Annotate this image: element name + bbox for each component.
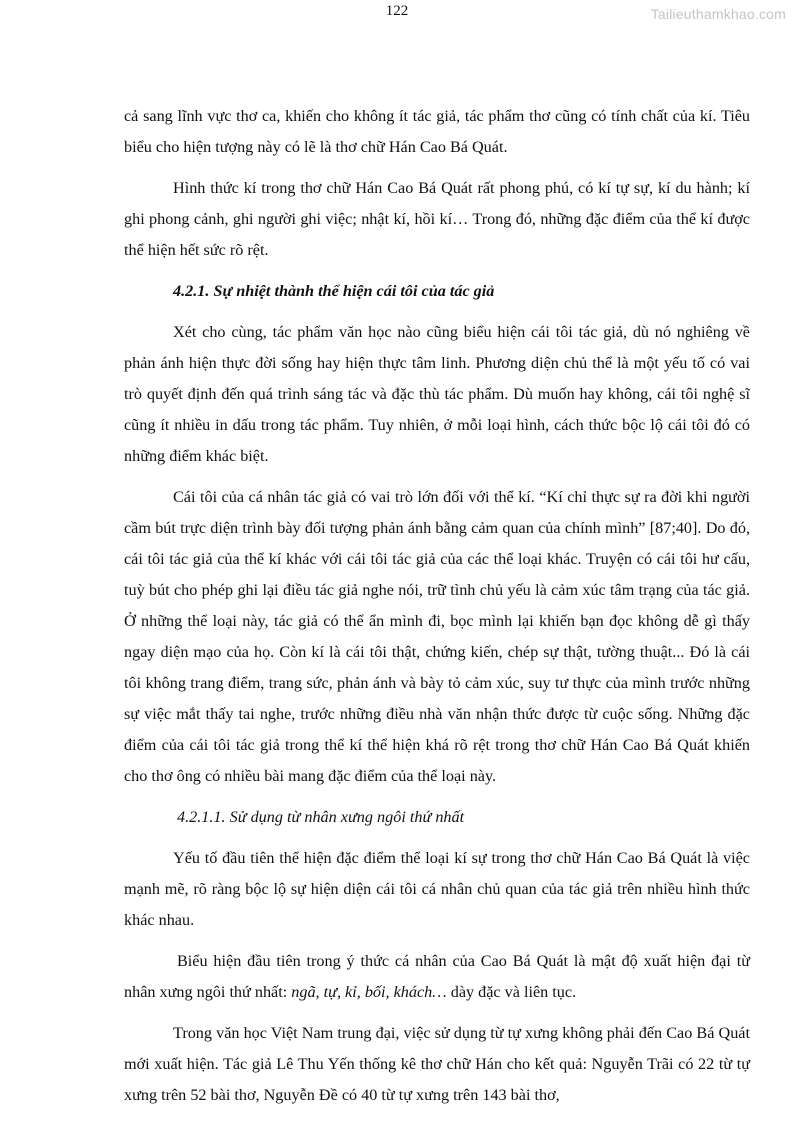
paragraph-2: Hình thức kí trong thơ chữ Hán Cao Bá Quát rất phong phú, có kí tự sự, kí du hành; kí ghi phong cảnh, ghi người ghi việc; nhật kí, hồi kí… Trong đó, những đặc điểm của thể kí được thể hiện hết sức rõ rệt. (124, 179, 750, 259)
paragraph-6-start: Biểu hiện đầu tiên trong ý thức cá nhân của Cao Bá Quát là mật độ xuất hiện đại từ nhân xưng ngôi thứ nhất: (124, 952, 750, 1001)
document-body (124, 101, 750, 1111)
section-heading: 4.2.1. Sự nhiệt thành thể hiện cái tôi của tác giả (173, 282, 495, 300)
paragraph-3: Xét cho cùng, tác phẩm văn học nào cũng biểu hiện cái tôi tác giả, dù nó nghiêng về phản ánh hiện thực đời sống hay hiện thực tâm linh. Phương diện chủ thể là một yếu tố có vai trò quyết định đến quá trình sáng tác và đặc thù tác phẩm. Dù muốn hay không, cái tôi nghệ sĩ cũng ít nhiều in dấu trong tác phẩm. Tuy nhiên, ở mỗi loại hình, cách thức bộc lộ cái tôi đó có những điểm khác biệt. (124, 323, 750, 465)
subsection-heading: 4.2.1.1. Sử dụng từ nhân xưng ngôi thứ nhất (177, 808, 465, 826)
paragraph-6-end: dày đặc và liên tục. (446, 983, 577, 1001)
page-number: 122 (385, 3, 409, 19)
watermark: Tailieuthamkhao.com (650, 6, 786, 22)
paragraph-4: Cái tôi của cá nhân tác giả có vai trò lớn đối với thể kí. “Kí chỉ thực sự ra đời khi người cầm bút trực diện trình bày đối tượng phản ánh bằng cảm quan của chính mình” [87;40]. Do đó, cái tôi tác giả của thể kí khác với cái tôi tác giả của các thể loại khác. Truyện có cái tôi hư cấu, tuỳ bút cho phép ghi lại điều tác giả nghe nói, trữ tình chủ yếu là cảm xúc tâm trạng của tác giả. Ở những thể loại này, tác giả có thể ẩn mình đi, bọc mình lại khiến bạn đọc không dễ gì thấy ngay diện mạo của họ. Còn kí là cái tôi thật, chứng kiến, chép sự thật, tường thuật... Đó là cái tôi không trang điểm, trang sức, phản ánh và bày tỏ cảm xúc, suy tư thực của mình trước những sự việc mắt thấy tai nghe, trước những điều nhà văn nhận thức được từ cuộc sống. Những đặc điểm của cái tôi tác giả trong thể kí thể hiện khá rõ rệt trong thơ chữ Hán Cao Bá Quát khiến cho thơ ông có nhiều bài mang đặc điểm của thể loại này. (124, 488, 750, 785)
paragraph-6 (124, 946, 750, 1008)
pronoun-list: ngã, tự, kỉ, bối, khách… (291, 983, 447, 1001)
paragraph-1: cả sang lĩnh vực thơ ca, khiến cho không ít tác giả, tác phẩm thơ cũng có tính chất của kí. Tiêu biểu cho hiện tượng này có lẽ là thơ chữ Hán Cao Bá Quát. (124, 107, 750, 156)
paragraph-5: Yếu tố đầu tiên thể hiện đặc điểm thể loại kí sự trong thơ chữ Hán Cao Bá Quát là việc mạnh mẽ, rõ ràng bộc lộ sự hiện diện cái tôi cá nhân chủ quan của tác giả trên nhiều hình thức khác nhau. (124, 849, 750, 929)
paragraph-7: Trong văn học Việt Nam trung đại, việc sử dụng từ tự xưng không phải đến Cao Bá Quát mới xuất hiện. Tác giả Lê Thu Yến thống kê thơ chữ Hán cho kết quả: Nguyễn Trãi có 22 từ tự xưng trên 52 bài thơ, Nguyễn Đề có 40 từ tự xưng trên 143 bài thơ, (124, 1024, 750, 1104)
